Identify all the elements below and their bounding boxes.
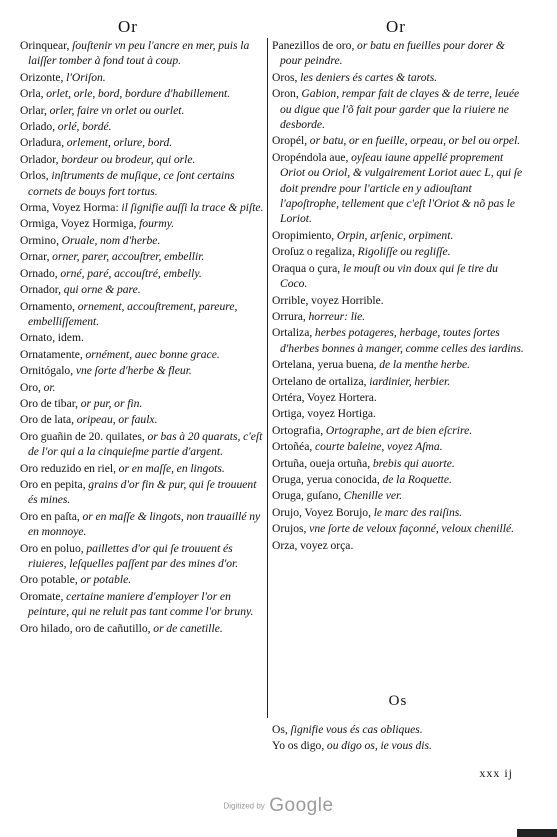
- entry-headword: Orizonte,: [20, 70, 64, 84]
- entry-definition: orler, faire vn orlet ou ourlet.: [46, 103, 185, 117]
- entry-headword: Oros,: [272, 70, 298, 84]
- dictionary-entry: [20, 330, 265, 345]
- entry-definition: herbes potageres, herbage, toutes ſortes d'herbes bonnes à manger, comme celles des iardins.: [280, 326, 524, 355]
- dictionary-entry: [272, 244, 524, 259]
- entry-headword: Oro hilado, oro de cañutillo,: [20, 621, 151, 635]
- dictionary-entry: [272, 456, 524, 471]
- entry-definition: qui orne & pare.: [61, 283, 141, 297]
- entry-headword: Oro guañin de 20. quilates,: [20, 429, 145, 443]
- entry-definition: orné, paré, accouſtré, embelly.: [57, 266, 202, 280]
- entry-headword: Ortoñéa,: [272, 440, 313, 454]
- entry-definition: paillettes d'or qui ſe trouuent és riuieres, leſquelles paſſent par des mines d'or.: [28, 541, 239, 570]
- dictionary-entry: [272, 439, 524, 454]
- entry-definition: oripeau, or faulx.: [74, 413, 158, 427]
- entry-headword: Orujo, Voyez Borujo,: [272, 505, 372, 519]
- entry-definition: l'Oriſon.: [63, 70, 106, 84]
- dictionary-entry: [272, 309, 524, 324]
- entry-headword: Orrura,: [272, 309, 306, 323]
- entry-headword: Yo os digo,: [272, 739, 325, 753]
- page-edge-mark: [517, 829, 557, 837]
- dictionary-entry: [20, 380, 265, 395]
- entry-definition: oyſeau iaune appellé proprement Oriot ou Oriol, & vulgairement Loriot auec L, qui ſe doit prendre pour l'article en y adiouſtant l'apoſtrophe, tellement que c'eſt l'Oriot & nõ pas le Loriot.: [280, 150, 523, 226]
- dictionary-entry: [272, 86, 524, 132]
- entry-definition: or batu, or en fueille, orpeau, or bel ou orpel.: [307, 134, 521, 148]
- dictionary-entry: [272, 133, 524, 148]
- entry-headword: Orlador,: [20, 152, 59, 166]
- entry-definition: ſouſtenir vn peu l'ancre en mer, puis la laiſſer tomber à fond tout à coup.: [28, 39, 250, 68]
- dictionary-entry: [20, 621, 265, 636]
- entry-headword: Ortelana, yerua buena,: [272, 358, 377, 372]
- dictionary-entry: [20, 168, 265, 199]
- signature-mark: xxx ij: [479, 766, 513, 780]
- entry-headword: Ormino,: [20, 233, 59, 247]
- dictionary-entry: [272, 505, 524, 520]
- entry-headword: Oro reduzido en riel,: [20, 461, 116, 475]
- entry-definition: courte baleine, voyez Aſma.: [312, 440, 443, 454]
- section-heading-os: Os: [388, 693, 408, 709]
- entry-headword: Ornato, idem.: [20, 331, 84, 345]
- dictionary-entry: [272, 70, 524, 85]
- entry-headword: Ortéra, Voyez Hortera.: [272, 390, 377, 404]
- dictionary-entry: [20, 589, 265, 620]
- dictionary-entry: [272, 472, 524, 487]
- dictionary-entry: [20, 135, 265, 150]
- entry-headword: Orinquear,: [20, 39, 70, 52]
- entry-definition: inſtruments de muſique, ce ſont certains cornets de bouys fort tortus.: [28, 169, 235, 198]
- dictionary-entry: [272, 722, 524, 737]
- entry-definition: orlé, bordé.: [55, 120, 112, 134]
- dictionary-entry: [20, 266, 265, 281]
- entry-definition: grains d'or fin & pur, qui ſe trouuent és mines.: [28, 477, 257, 507]
- dictionary-entry: [20, 282, 265, 297]
- dictionary-entry: [272, 325, 524, 356]
- dictionary-entry: [272, 738, 524, 753]
- column-divider: [267, 38, 268, 718]
- entry-headword: Orladura,: [20, 136, 65, 150]
- entry-definition: il ſignifie auſſi la trace & piſte.: [118, 201, 264, 215]
- entry-definition: Ortographe, art de bien eſcrire.: [323, 423, 473, 437]
- right-column: [272, 38, 524, 554]
- dictionary-entry: [272, 521, 524, 536]
- dictionary-entry: [20, 249, 265, 264]
- entry-headword: Ornatamente,: [20, 347, 83, 361]
- entry-headword: Orma, Voyez Horma:: [20, 201, 119, 215]
- dictionary-entry: [20, 152, 265, 167]
- dictionary-entry: [272, 488, 524, 503]
- entry-definition: vne ſorte de veloux façonné, veloux chenillé.: [306, 522, 514, 536]
- dictionary-entry: [20, 233, 265, 248]
- watermark-prefix: Digitized by: [223, 801, 265, 811]
- entry-definition: orlet, orle, bord, bordure d'habillement.: [43, 87, 231, 101]
- entry-definition: Oruale, nom d'herbe.: [58, 233, 161, 247]
- entry-definition: or pur, or fin.: [78, 396, 143, 410]
- dictionary-entry: [20, 103, 265, 118]
- dictionary-entry: [20, 347, 265, 362]
- entry-definition: or.: [40, 380, 56, 394]
- entry-headword: Ormiga, Voyez Hormiga,: [20, 217, 137, 231]
- entry-definition: ſignifie vous és cas obliques.: [287, 723, 423, 736]
- entry-headword: Orujos,: [272, 522, 307, 536]
- os-entries: [272, 722, 524, 755]
- dictionary-entry: [20, 429, 265, 460]
- entry-headword: Orlar,: [20, 103, 47, 117]
- dictionary-entry: [20, 299, 265, 330]
- entry-definition: Gabion, rempar fait de clayes & de terre, leuée ou digue que l'õ fait pour garder que la riuiere ne desborde.: [280, 87, 520, 132]
- entry-headword: Ornitógalo,: [20, 364, 74, 378]
- dictionary-entry: [272, 228, 524, 243]
- dictionary-entry: [272, 150, 524, 227]
- entry-definition: Orpin, arſenic, orpiment.: [334, 228, 454, 242]
- entry-headword: Orlos,: [20, 169, 49, 183]
- entry-definition: certaine maniere d'employer l'or en peinture, qui ne reluit pas tant comme l'or bruny.: [28, 589, 254, 619]
- entry-headword: Ornador,: [20, 283, 62, 297]
- dictionary-entry: [272, 406, 524, 421]
- entry-definition: Rigoliſſe ou regliſſe.: [354, 245, 451, 259]
- entry-definition: les deniers és cartes & tarots.: [297, 70, 438, 84]
- entry-headword: Oro de lata,: [20, 413, 75, 427]
- entry-definition: ornément, auec bonne grace.: [82, 347, 220, 361]
- entry-headword: Os,: [272, 723, 288, 736]
- running-head-left: Or: [118, 17, 138, 36]
- entry-definition: or en maſſe, en lingots.: [115, 461, 225, 475]
- dictionary-entry: [20, 119, 265, 134]
- entry-headword: Oropéndola aue,: [272, 150, 349, 164]
- entry-headword: Oropél,: [272, 134, 308, 148]
- entry-headword: Oro en poluo,: [20, 541, 84, 555]
- entry-headword: Oromate,: [20, 589, 64, 603]
- dictionary-entry: [272, 357, 524, 372]
- entry-headword: Panezillos de oro,: [272, 39, 355, 52]
- entry-headword: Oro en paſta,: [20, 509, 80, 523]
- entry-definition: vne ſorte d'herbe & fleur.: [73, 364, 192, 378]
- entry-headword: Ortuña, oueja ortuña,: [272, 456, 371, 470]
- entry-definition: ou digo os, ie vous dis.: [324, 739, 432, 753]
- entry-headword: Oropimiento,: [272, 228, 335, 242]
- entry-headword: Ornado,: [20, 266, 58, 280]
- entry-headword: Oruga, yerua conocida,: [272, 472, 380, 486]
- digitization-watermark: [0, 795, 557, 817]
- running-head-right: Or: [386, 17, 406, 36]
- entry-definition: brebis qui auorte.: [370, 456, 455, 470]
- left-column: [20, 38, 265, 637]
- entry-headword: Oro en pepita,: [20, 477, 86, 491]
- entry-headword: Oro de tibar,: [20, 396, 79, 410]
- entry-headword: Orrible, voyez Horrible.: [272, 293, 384, 307]
- dictionary-entry: [20, 477, 265, 508]
- dictionary-entry: [272, 261, 524, 292]
- entry-definition: de la menthe herbe.: [376, 358, 471, 372]
- entry-headword: Ortelano de ortaliza,: [272, 374, 367, 388]
- dictionary-entry: [20, 363, 265, 378]
- entry-definition: iardinier, herbier.: [366, 374, 451, 388]
- entry-definition: de la Roquette.: [379, 472, 452, 486]
- entry-definition: le mouſt ou vin doux qui ſe tire du Coco.: [280, 261, 498, 291]
- dictionary-entry: [20, 541, 265, 572]
- entry-headword: Ornamento,: [20, 299, 76, 313]
- dictionary-entry: [20, 412, 265, 427]
- dictionary-entry: [20, 38, 265, 69]
- entry-headword: Orlado,: [20, 120, 56, 134]
- dictionary-entry: [272, 38, 524, 69]
- watermark-brand: Google: [269, 795, 334, 816]
- entry-definition: le marc des raiſins.: [371, 505, 463, 519]
- dictionary-entry: [20, 70, 265, 85]
- dictionary-entry: [272, 390, 524, 405]
- entry-definition: fourmy.: [136, 217, 175, 231]
- dictionary-entry: [20, 572, 265, 587]
- entry-headword: Ortografia,: [272, 423, 324, 437]
- entry-headword: Orla,: [20, 87, 44, 101]
- dictionary-entry: [272, 293, 524, 308]
- entry-definition: ornement, accouſtrement, pareure, embelliſſement.: [28, 299, 238, 328]
- entry-definition: or batu en fueilles pour dorer & pour peindre.: [280, 39, 505, 68]
- entry-headword: Oroſuz o regaliza,: [272, 245, 355, 259]
- dictionary-entry: [20, 200, 265, 215]
- dictionary-entry: [272, 538, 524, 553]
- entry-headword: Ornar,: [20, 250, 50, 264]
- dictionary-entry: [272, 374, 524, 389]
- dictionary-entry: [20, 461, 265, 476]
- entry-definition: orlement, orlure, bord.: [64, 136, 173, 150]
- entry-definition: orner, parer, accouſtrer, embellir.: [49, 250, 205, 264]
- dictionary-entry: [20, 86, 265, 101]
- entry-definition: or de canetille.: [150, 621, 223, 635]
- entry-definition: bordeur ou brodeur, qui orle.: [58, 152, 196, 166]
- dictionary-entry: [272, 423, 524, 438]
- entry-definition: or potable.: [77, 573, 132, 587]
- entry-headword: Ortiga, voyez Hortiga.: [272, 407, 376, 421]
- entry-headword: Oruga, guſano,: [272, 489, 342, 503]
- dictionary-entry: [20, 509, 265, 540]
- entry-headword: Orza, voyez orça.: [272, 538, 354, 552]
- entry-headword: Oro potable,: [20, 573, 78, 587]
- entry-definition: horreur: lie.: [305, 309, 366, 323]
- entry-definition: or en maſſe & lingots, non trauaillé ny en monnoye.: [28, 509, 261, 539]
- entry-headword: Oraqua o çura,: [272, 261, 341, 275]
- entry-definition: or bas à 20 quarats, c'eſt de l'or qui a la cinquieſme partie d'argent.: [28, 429, 263, 459]
- dictionary-entry: [20, 216, 265, 231]
- entry-headword: Oro,: [20, 380, 41, 394]
- entry-headword: Ortaliza,: [272, 326, 313, 340]
- dictionary-entry: [20, 396, 265, 411]
- entry-headword: Oron,: [272, 87, 299, 101]
- entry-definition: Chenille ver.: [341, 489, 403, 503]
